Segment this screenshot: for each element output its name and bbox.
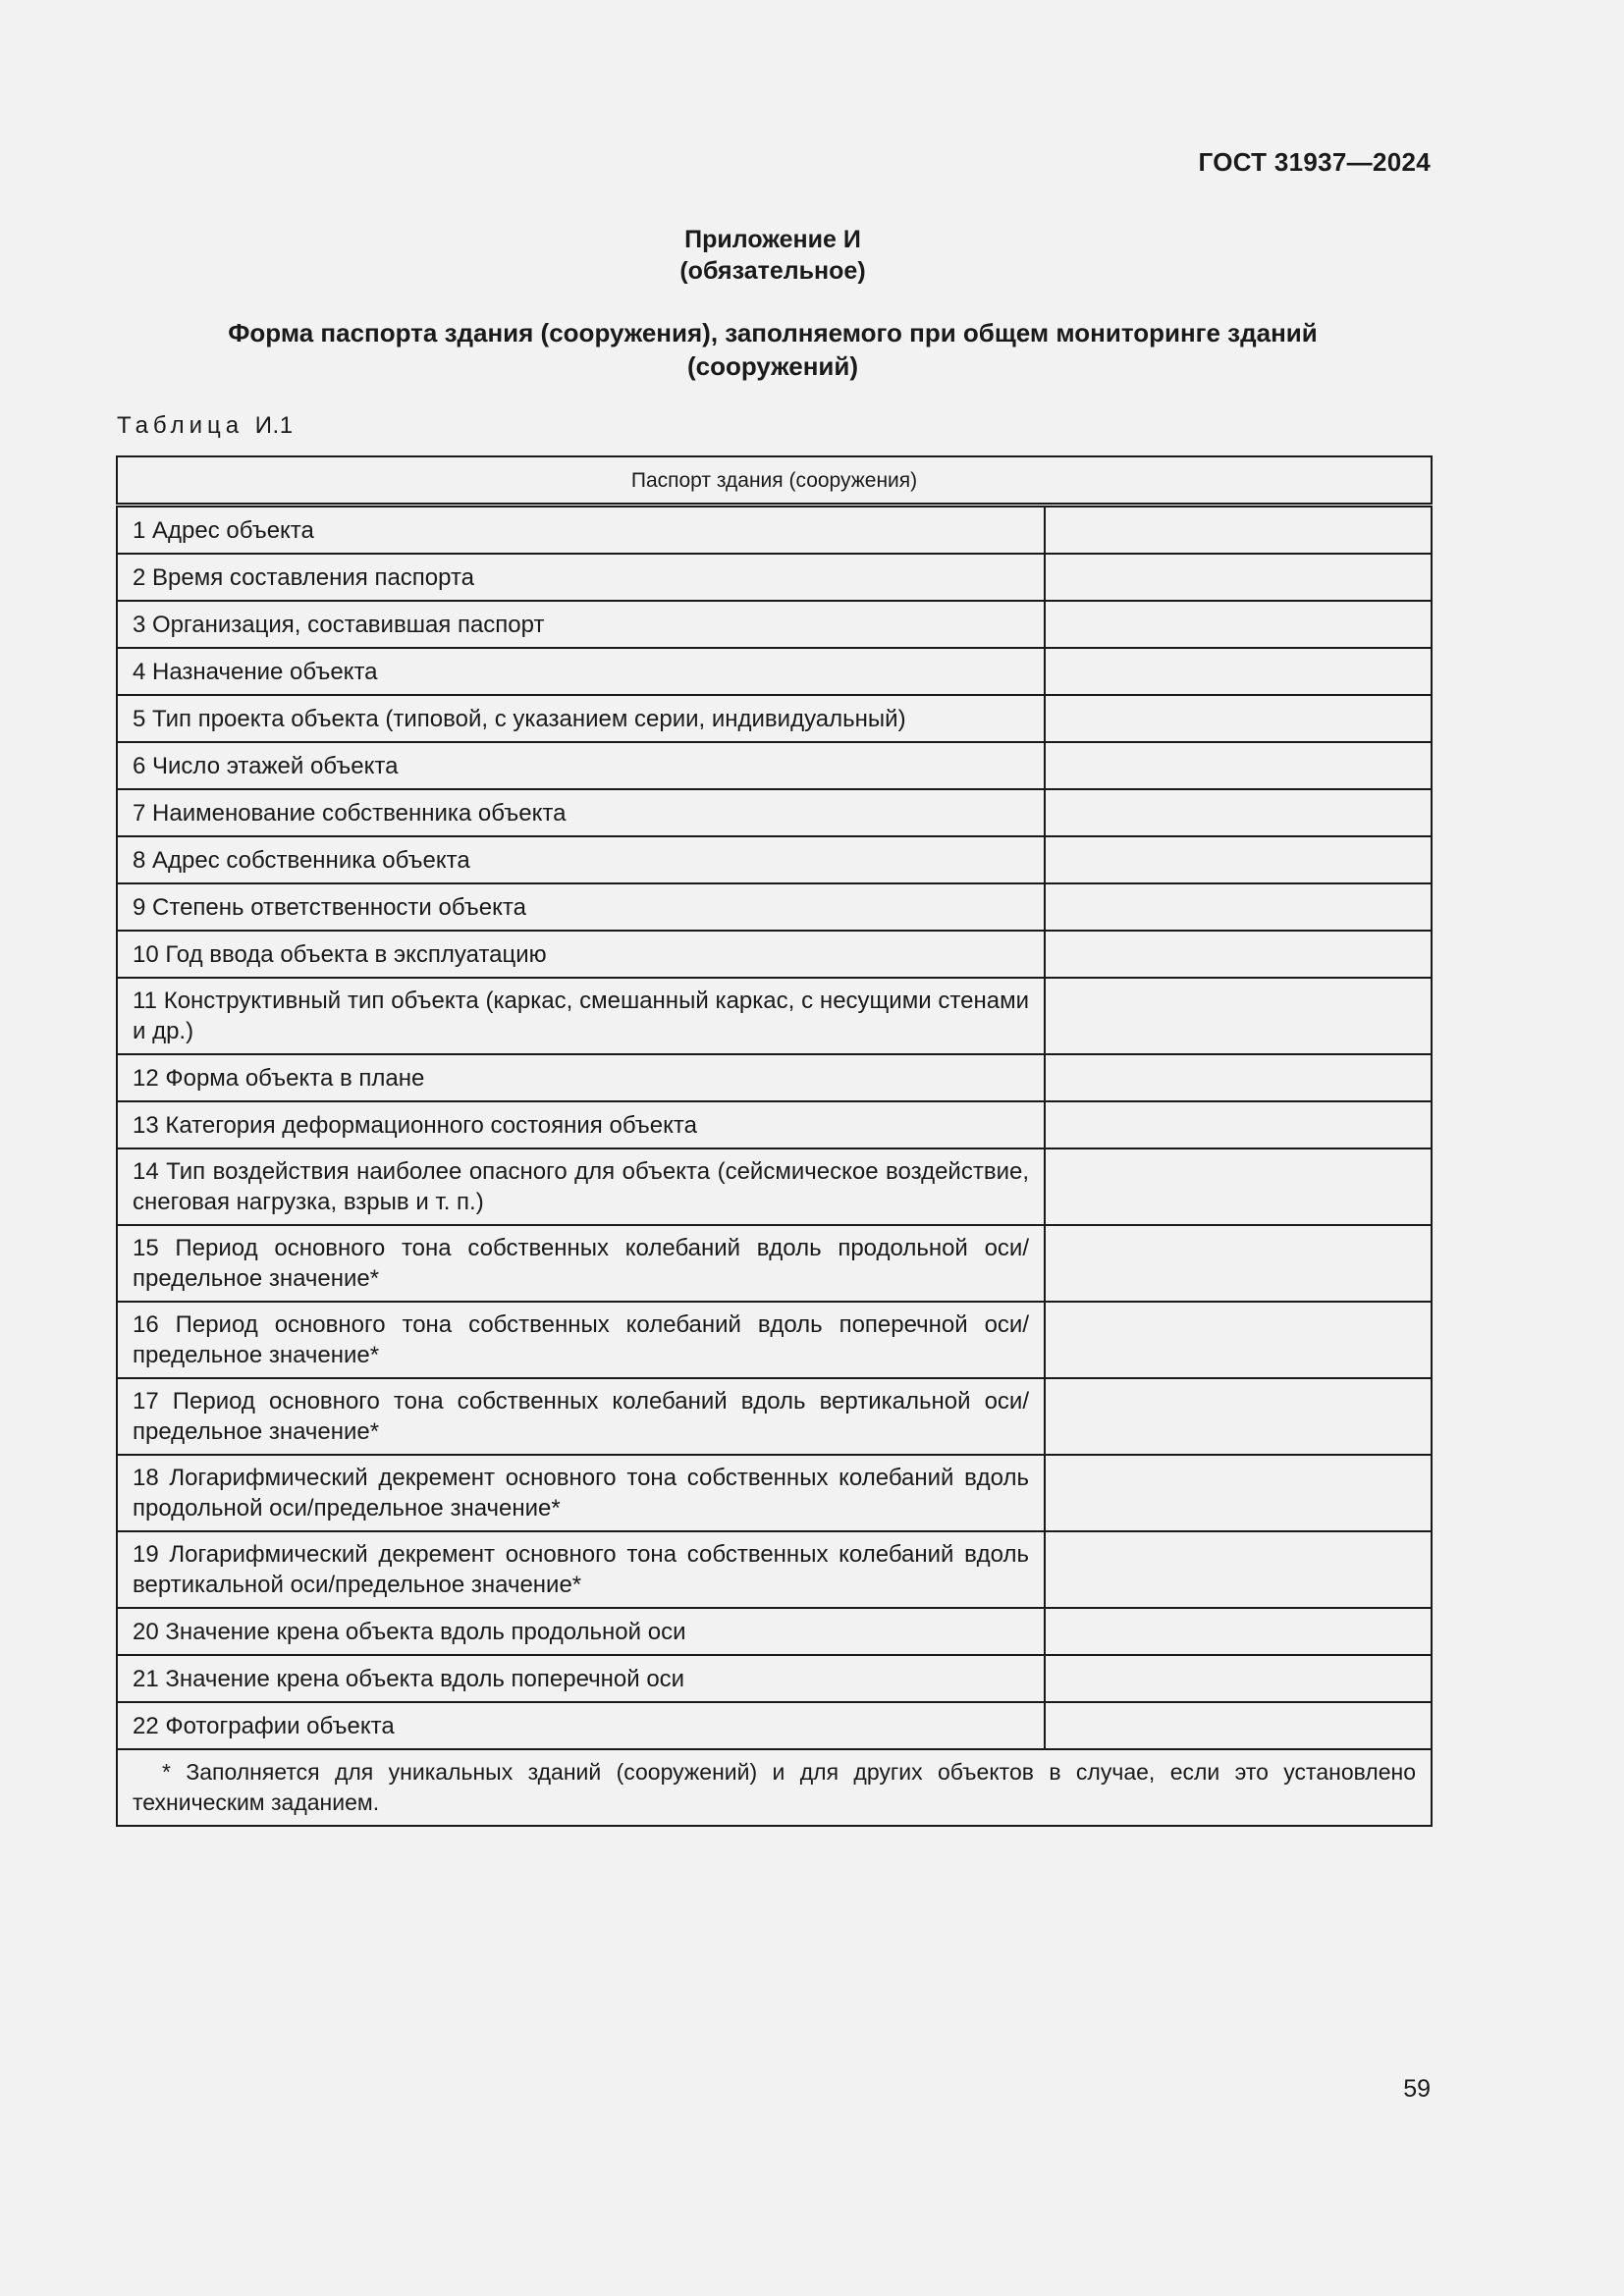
row-label: 13 Категория деформационного состояния объекта [117, 1101, 1045, 1148]
row-label: 7 Наименование собственника объекта [117, 789, 1045, 836]
table-row [117, 506, 1432, 555]
row-label: 2 Время составления паспорта [117, 554, 1045, 601]
row-label: 17 Период основного тона собственных колебаний вдоль вертикальной оси/ предельное значение* [117, 1378, 1045, 1455]
row-value-field[interactable] [1045, 601, 1432, 648]
row-label: 9 Степень ответственности объекта [117, 883, 1045, 931]
row-label: 11 Конструктивный тип объекта (каркас, смешанный каркас, с несущими стенами и др.) [117, 978, 1045, 1054]
row-value-field[interactable] [1045, 931, 1432, 978]
row-value-field[interactable] [1045, 742, 1432, 789]
row-label: 15 Период основного тона собственных колебаний вдоль продольной оси/ предельное значение* [117, 1225, 1045, 1302]
table-row [117, 601, 1432, 648]
table-row [117, 1702, 1432, 1749]
row-label: 6 Число этажей объекта [117, 742, 1045, 789]
row-value-field[interactable] [1045, 1702, 1432, 1749]
row-value-field[interactable] [1045, 554, 1432, 601]
table-row [117, 1054, 1432, 1101]
table-row [117, 1378, 1432, 1455]
row-value-field[interactable] [1045, 789, 1432, 836]
row-value-field[interactable] [1045, 978, 1432, 1054]
row-label: 12 Форма объекта в плане [117, 1054, 1045, 1101]
appendix-heading [116, 224, 1430, 287]
table-row [117, 1148, 1432, 1225]
row-label: 4 Назначение объекта [117, 648, 1045, 695]
passport-table-body [117, 456, 1432, 1826]
row-label: 1 Адрес объекта [117, 506, 1045, 555]
row-label: 21 Значение крена объекта вдоль поперечной оси [117, 1655, 1045, 1702]
table-row [117, 1531, 1432, 1608]
row-label: 8 Адрес собственника объекта [117, 836, 1045, 883]
row-label: 16 Период основного тона собственных колебаний вдоль поперечной оси/ предельное значение* [117, 1302, 1045, 1378]
row-value-field[interactable] [1045, 1148, 1432, 1225]
table-row [117, 1608, 1432, 1655]
table-caption-number: И.1 [254, 412, 294, 439]
row-value-field[interactable] [1045, 1054, 1432, 1101]
table-row [117, 1225, 1432, 1302]
row-value-field[interactable] [1045, 1531, 1432, 1608]
table-header: Паспорт здания (сооружения) [117, 456, 1432, 506]
row-value-field[interactable] [1045, 883, 1432, 931]
row-label: 5 Тип проекта объекта (типовой, с указанием серии, индивидуальный) [117, 695, 1045, 742]
row-value-field[interactable] [1045, 1302, 1432, 1378]
row-label: 20 Значение крена объекта вдоль продольной оси [117, 1608, 1045, 1655]
table-footnote: * Заполняется для уникальных зданий (сооружений) и для других объектов в случае, если это установлено техническим заданием. [117, 1749, 1432, 1826]
table-row [117, 695, 1432, 742]
row-label: 14 Тип воздействия наиболее опасного для объекта (сейсмическое воздействие, снеговая нагрузка, взрыв и т. п.) [117, 1148, 1045, 1225]
row-value-field[interactable] [1045, 1378, 1432, 1455]
table-header-row [117, 456, 1432, 506]
row-value-field[interactable] [1045, 1225, 1432, 1302]
table-row [117, 554, 1432, 601]
table-row [117, 1455, 1432, 1531]
table-row [117, 1101, 1432, 1148]
table-row [117, 978, 1432, 1054]
row-value-field[interactable] [1045, 1655, 1432, 1702]
table-row [117, 1655, 1432, 1702]
table-row [117, 648, 1432, 695]
appendix-status: (обязательное) [679, 257, 866, 285]
table-footnote-row [117, 1749, 1432, 1826]
row-label: 22 Фотографии объекта [117, 1702, 1045, 1749]
table-row [117, 883, 1432, 931]
table-row [117, 789, 1432, 836]
row-label: 19 Логарифмический декремент основного тона собственных колебаний вдоль вертикальной оси/предельное значение* [117, 1531, 1045, 1608]
row-value-field[interactable] [1045, 836, 1432, 883]
document-id: ГОСТ 31937—2024 [1198, 147, 1431, 177]
row-value-field[interactable] [1045, 648, 1432, 695]
table-row [117, 1302, 1432, 1378]
table-row [117, 742, 1432, 789]
table-caption-word: Таблица [117, 412, 244, 439]
row-value-field[interactable] [1045, 1101, 1432, 1148]
table-caption [117, 412, 294, 440]
passport-table [116, 455, 1433, 1827]
row-label: 18 Логарифмический декремент основного тона собственных колебаний вдоль продольной оси/предельное значение* [117, 1455, 1045, 1531]
appendix-title: Приложение И [684, 226, 861, 253]
row-value-field[interactable] [1045, 1455, 1432, 1531]
row-label: 10 Год ввода объекта в эксплуатацию [117, 931, 1045, 978]
form-title: Форма паспорта здания (сооружения), заполняемого при общем мониторинге зданий (сооружений) [228, 318, 1318, 381]
row-label: 3 Организация, составившая паспорт [117, 601, 1045, 648]
row-value-field[interactable] [1045, 1608, 1432, 1655]
row-value-field[interactable] [1045, 506, 1432, 555]
page-number: 59 [1403, 2075, 1431, 2103]
table-row [117, 836, 1432, 883]
row-value-field[interactable] [1045, 695, 1432, 742]
table-row [117, 931, 1432, 978]
